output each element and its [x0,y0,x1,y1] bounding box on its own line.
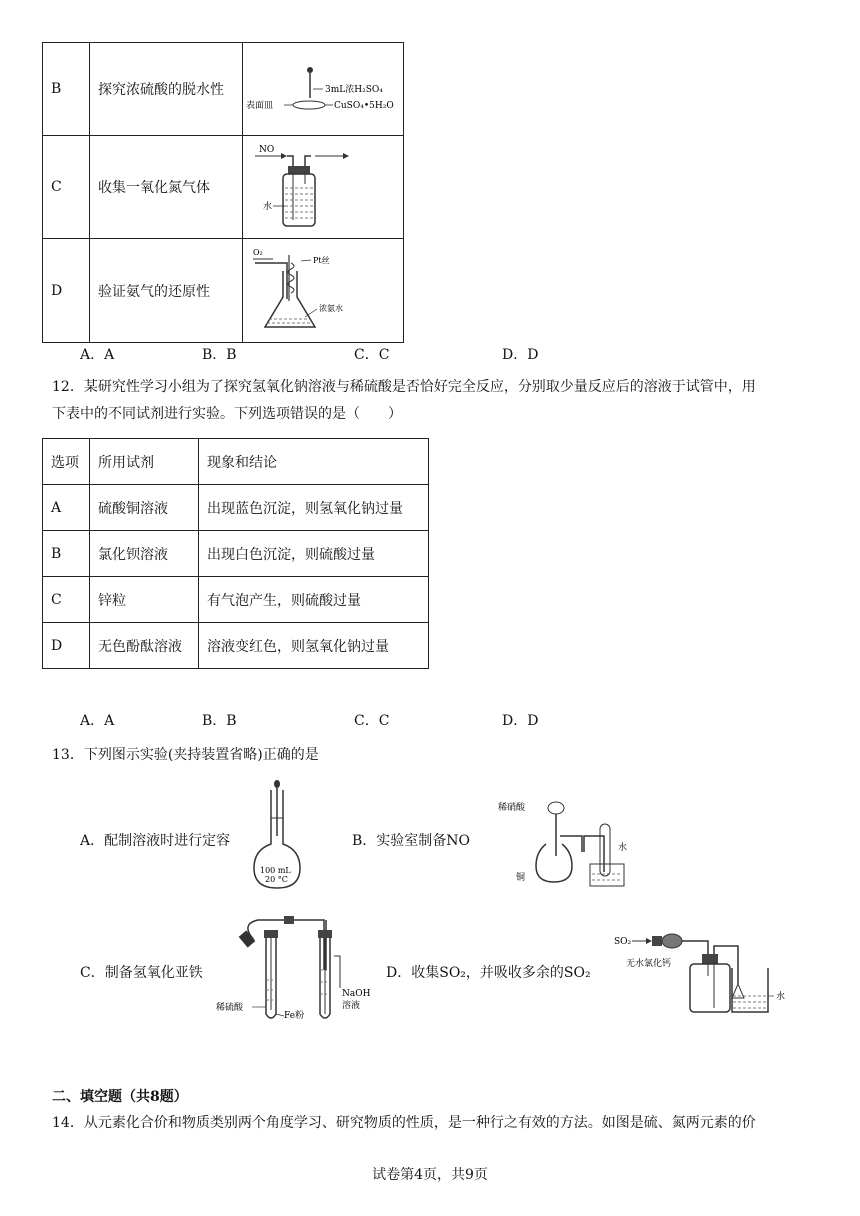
q12-option-a[interactable]: A．A [80,713,115,729]
q11-row-b-option: B [43,43,90,136]
q11-row-b-figure [243,43,404,136]
q11-row-c-option: C [43,136,90,239]
fig-label-naoh: NaOH [342,989,371,999]
fig-label-watch-glass: 表面皿 [246,101,274,111]
q12-stem [52,374,812,428]
q12-header-option: 选项 [43,439,90,485]
flask-label-volume: 100 mL [260,866,291,875]
table-row [43,577,429,623]
q12-stem-line-1: 12．某研究性学习小组为了探究氢氧化钠溶液与稀硫酸是否恰好完全反应，分别取少量反应后的溶液于试管中，用 [52,379,756,395]
fig-label-cuso4: CuSO₄•5H₂O [334,101,394,111]
q11-option-d[interactable]: D．D [502,347,539,363]
page-footer: 试卷第4页，共9页 [372,1167,488,1183]
q12-cell: 出现蓝色沉淀，则氢氧化钠过量 [199,485,429,531]
fig-label-acid: 3mL浓H₂SO₄ [325,85,383,95]
q12-option-c[interactable]: C．C [354,713,390,729]
fig-label-water-b: 水 [618,843,628,853]
q12-cell: B [43,531,90,577]
table-row [43,531,429,577]
fig-label-conc-ammonia: 浓氨水 [319,304,343,313]
fig-label-fe-powder: Fe粉 [284,1011,305,1021]
fig-label-water-d: 水 [776,992,786,1002]
q11-option-a[interactable]: A．A [80,347,115,363]
q13-option-d[interactable]: D．收集SO₂，并吸收多余的SO₂ [386,965,591,981]
q12-cell: C [43,577,90,623]
q11-row-d-figure [243,239,404,343]
q12-cell: 出现白色沉淀，则硫酸过量 [199,531,429,577]
q12-cell: D [43,623,90,669]
q11-row-c-text: 收集一氧化氮气体 [90,136,243,239]
fig-label-water: 水 [263,202,273,212]
q12-header-reagent: 所用试剂 [90,439,199,485]
q11-table [42,42,404,343]
table-row [43,623,429,669]
q11-row-d-option: D [43,239,90,343]
q12-stem-line-2: 下表中的不同试剂进行实验。下列选项错误的是（ ） [52,406,402,422]
q12-cell: 硫酸铜溶液 [90,485,199,531]
q12-cell: 无色酚酞溶液 [90,623,199,669]
volumetric-flask-diagram [250,778,310,893]
q12-cell: 锌粒 [90,577,199,623]
fig-label-solution: 溶液 [342,1001,361,1011]
fig-label-dilute-nitric-acid: 稀硝酸 [498,803,526,813]
q11-row-c-figure [243,136,404,239]
q13-option-b[interactable]: B．实验室制备NO [352,833,471,849]
q11-row-d-text: 验证氨气的还原性 [90,239,243,343]
fig-label-no: NO [259,145,275,155]
q12-table [42,438,429,669]
q12-cell: A [43,485,90,531]
flask-label-temp: 20 °C [265,875,288,884]
dehydration-apparatus-diagram [243,43,401,131]
table-row [43,485,429,531]
fig-label-pt-wire: Pt丝 [313,256,330,265]
q13-stem: 13．下列图示实验(夹持装置省略)正确的是 [52,747,319,763]
fig-label-o2: O₂ [253,248,263,257]
section-title: 二、填空题（共8题） [52,1089,188,1105]
q13-option-c[interactable]: C．制备氢氧化亚铁 [80,965,203,981]
q11-option-b[interactable]: B．B [202,347,237,363]
q12-cell: 溶液变红色，则氢氧化钠过量 [199,623,429,669]
fig-label-copper: 铜 [516,873,526,883]
ammonia-oxidation-diagram [243,239,401,338]
q11-option-c[interactable]: C．C [354,347,390,363]
q12-option-b[interactable]: B．B [202,713,237,729]
q13-option-a[interactable]: A．配制溶液时进行定容 [80,833,231,849]
q12-cell: 氯化钡溶液 [90,531,199,577]
fig-label-dilute-sulfuric-acid: 稀硫酸 [216,1003,244,1013]
q12-option-d[interactable]: D．D [502,713,539,729]
q12-header-result: 现象和结论 [199,439,429,485]
q11-row-b-text: 探究浓硫酸的脱水性 [90,43,243,136]
gas-collection-bottle-diagram [243,136,401,234]
fig-label-so2: SO₂ [614,937,632,947]
q12-cell: 有气泡产生，则硫酸过量 [199,577,429,623]
ferrous-hydroxide-diagram [214,910,380,1030]
no-preparation-diagram [494,794,636,892]
so2-collection-diagram [612,928,798,1018]
q14-stem: 14．从元素化合价和物质类别两个角度学习、研究物质的性质，是一种行之有效的方法。如图是硫、氮两元素的价 [52,1115,756,1131]
fig-label-anhydrous-cacl2: 无水氯化钙 [626,959,672,969]
